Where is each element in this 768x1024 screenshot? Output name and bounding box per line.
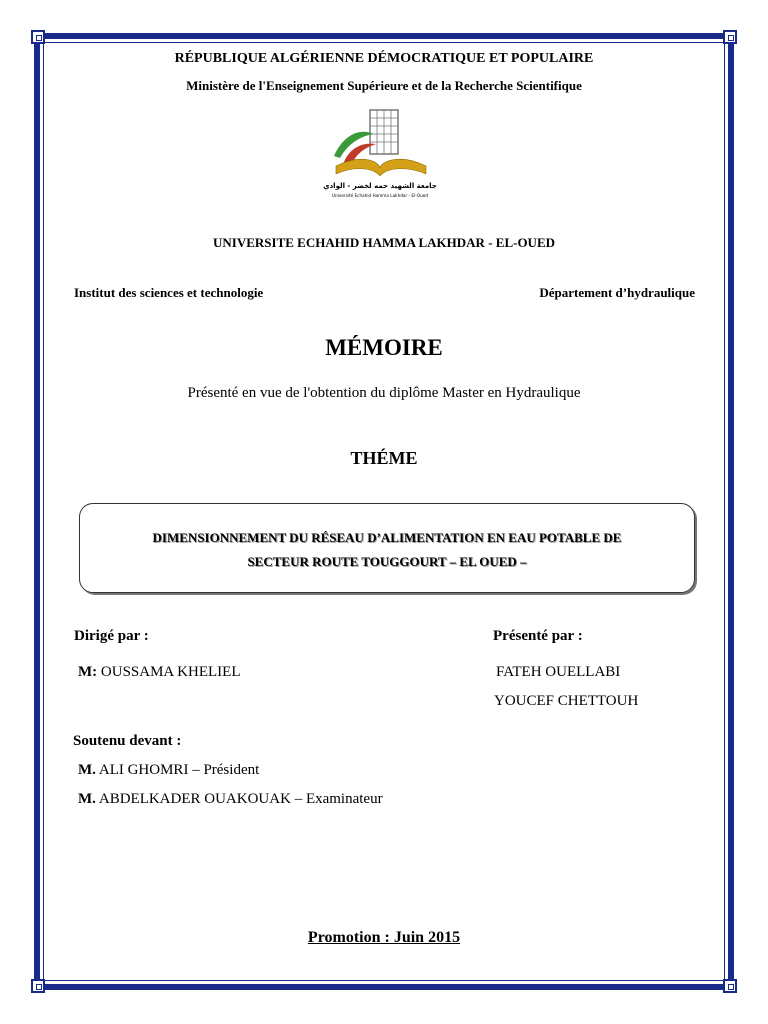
institute-name: Institut des sciences et technologie (74, 285, 264, 300)
ministry-heading: Ministère de l'Enseignement Supérieure et de la Recherche Scientifique (186, 78, 582, 93)
theme-text (79, 526, 695, 574)
jury-role: – Président (192, 762, 260, 778)
university-logo (323, 104, 437, 200)
promotion: Promotion : Juin 2015 (307, 929, 461, 946)
student-name: YOUCEF CHETTOUH (494, 693, 639, 709)
department-name: Département d’hydraulique (539, 285, 695, 300)
corner-ornament (723, 30, 737, 44)
jury-prefix: M. (78, 762, 96, 778)
theme-line: DIMENSIONNEMENT DU RÉSEAU D’ALIMENTATION EN EAU POTABLE DE (152, 530, 622, 545)
supervisor (78, 664, 241, 681)
logo-arabic-text: جامعة الشهيد حمه لخضر - الوادي (323, 182, 437, 190)
republic-heading: RÉPUBLIQUE ALGÉRIENNE DÉMOCRATIQUE ET POPULAIRE (174, 51, 594, 66)
jury-name: ALI GHOMRI (98, 762, 189, 778)
logo-latin-text: Université Echahid Hamma Lakhdar - El-Oued (331, 193, 429, 198)
jury-role: – Examinateur (294, 791, 383, 807)
logo-book (336, 159, 426, 176)
supervisor-name: OUSSAMA KHELIEL (100, 664, 241, 680)
document-title: MÉMOIRE (325, 335, 443, 360)
student-name: FATEH OUELLABI (496, 664, 621, 680)
presented-by-label: Présenté par : (493, 628, 583, 644)
corner-ornament (723, 979, 737, 993)
jury-label: Soutenu devant : (73, 733, 182, 749)
theme-line: SECTEUR ROUTE TOUGGOURT – EL OUED – (247, 554, 527, 569)
supervisor-prefix: M: (78, 664, 98, 680)
theme-heading: THÉME (350, 448, 418, 468)
jury-member (78, 762, 259, 779)
university-name: UNIVERSITE ECHAHID HAMMA LAKHDAR - EL-OUED (213, 235, 555, 250)
jury-member (78, 791, 383, 808)
jury-prefix: M. (78, 791, 96, 807)
document-subtitle: Présenté en vue de l'obtention du diplôme Master en Hydraulique (187, 385, 581, 401)
corner-ornament (31, 979, 45, 993)
jury-name: ABDELKADER OUAKOUAK (98, 791, 291, 807)
directed-by-label: Dirigé par : (74, 628, 149, 644)
corner-ornament (31, 30, 45, 44)
